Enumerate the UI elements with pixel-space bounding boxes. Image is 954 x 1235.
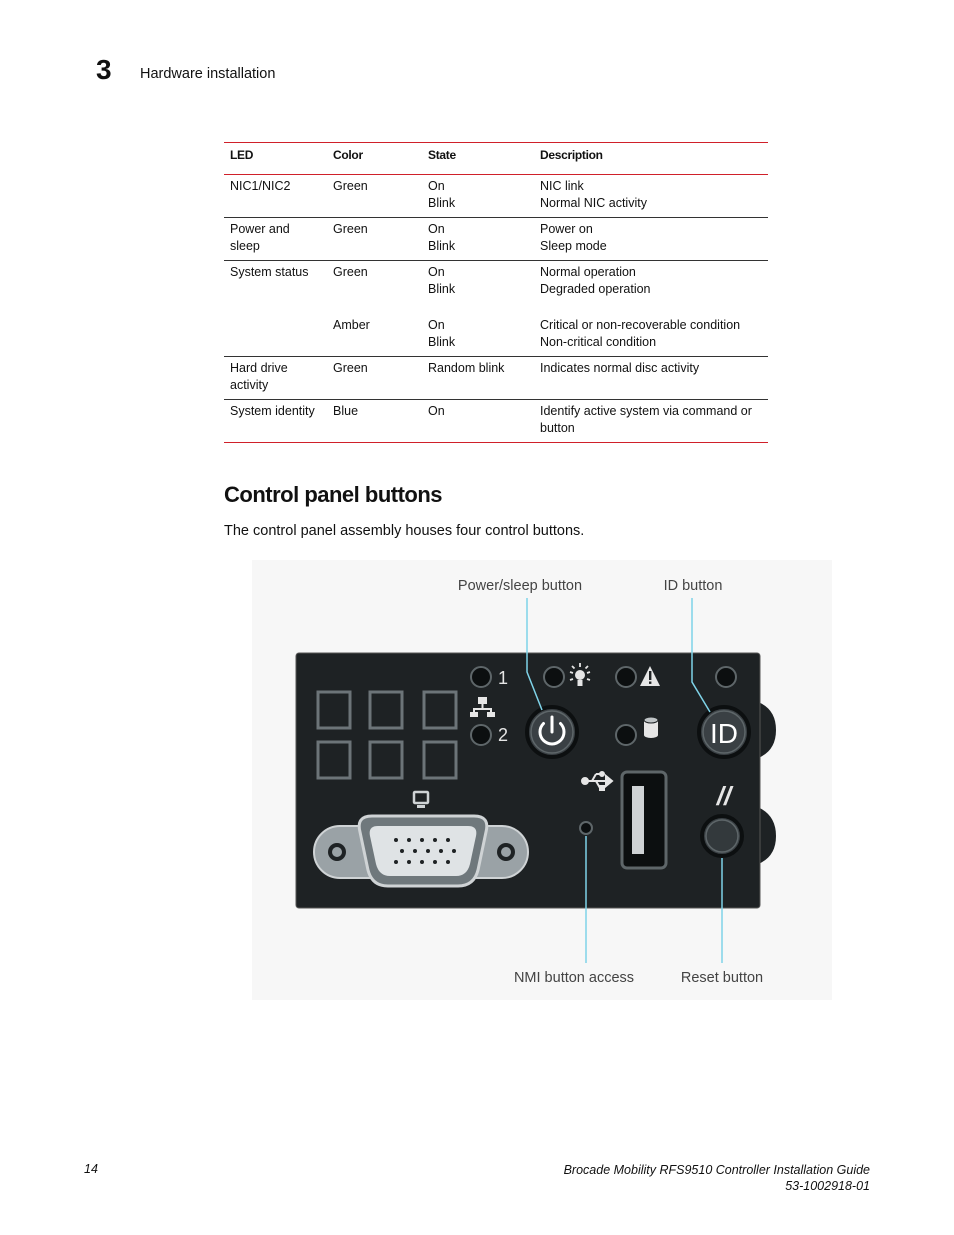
state-text: On [428,178,445,193]
state-text: Blink [428,335,456,349]
led-cell: System identity [230,403,315,418]
description-text: Critical or non-recoverable condition [540,317,741,332]
led-table [224,142,768,443]
description-text: Non-critical condition [540,335,657,349]
id-led [716,667,736,687]
id-button[interactable] [699,707,749,757]
chapter-title: Hardware installation [140,66,276,82]
spacer [333,299,416,317]
usb-port [622,772,666,868]
document-number: 53-1002918-01 [785,1179,870,1193]
table-header-row [224,143,768,175]
section-title: Control panel buttons [224,482,443,507]
state-text: On [428,221,445,236]
state-cell: On [428,403,445,418]
table-row [224,399,768,442]
power-sleep-callout: Power/sleep button [457,578,583,594]
color-cell: Blue [333,403,359,418]
table-row [224,174,768,217]
description-text: Normal NIC activity [540,196,647,210]
footer-document-info [564,1162,870,1194]
description-text: Sleep mode [540,239,607,253]
table-row [224,260,768,356]
state-cell [422,260,534,356]
spacer [428,299,528,317]
vga-port [314,816,528,886]
description-text: NIC link [540,178,584,193]
nic2-led [471,725,491,745]
chapter-number: 3 [96,54,112,85]
power-led [544,667,564,687]
state-cell [422,174,534,217]
control-panel-figure [252,560,832,1000]
description-cell: Identify active system via command or button [540,403,752,435]
color-cell: Green [333,178,368,193]
color-text: Amber [333,318,370,332]
nic1-label: 1 [498,668,509,688]
nmi-callout: NMI button access [513,970,635,986]
state-text: On [428,264,445,279]
description-cell [534,174,768,217]
nic2-label: 2 [498,725,509,745]
spacer [333,281,416,299]
table-row [224,217,768,260]
state-text: Blink [428,196,456,210]
description-cell: Indicates normal disc activity [540,360,700,375]
description-cell [534,217,768,260]
state-text: Blink [428,239,456,253]
section-intro: The control panel assembly houses four control buttons. [224,523,585,539]
led-cell: System status [230,264,309,279]
nic1-led [471,667,491,687]
color-cell [327,260,422,356]
document-title: Brocade Mobility RFS9510 Controller Installation Guide [563,1163,870,1177]
id-callout: ID button [663,578,723,594]
color-text: Green [333,264,368,279]
description-text: Power on [540,221,593,236]
header-color: Color [333,148,363,162]
power-sleep-button[interactable] [527,707,577,757]
drive-icon [644,717,658,738]
page-number: 14 [84,1162,98,1176]
id-button-label: ID [710,718,738,749]
control-panel-illustration [252,560,832,1000]
color-cell: Green [333,360,368,375]
table-row [224,356,768,399]
header-led: LED [230,148,254,162]
spacer [540,299,762,317]
reset-label: // [716,781,732,811]
led-cell: Hard drive activity [230,360,288,392]
drive-led [616,725,636,745]
state-cell [422,217,534,260]
state-text: On [428,317,445,332]
led-cell: NIC1/NIC2 [230,178,291,193]
reset-button[interactable] [702,816,742,856]
description-text: Normal operation [540,264,636,279]
header-description: Description [540,148,603,162]
header-state: State [428,148,456,162]
status-led [616,667,636,687]
color-cell: Green [333,221,368,236]
description-cell [534,260,768,356]
led-cell: Power and sleep [230,221,290,253]
description-text: Degraded operation [540,282,651,296]
state-cell: Random blink [428,360,505,375]
reset-callout: Reset button [680,970,764,986]
nmi-button-access[interactable] [580,822,592,834]
state-text: Blink [428,282,456,296]
